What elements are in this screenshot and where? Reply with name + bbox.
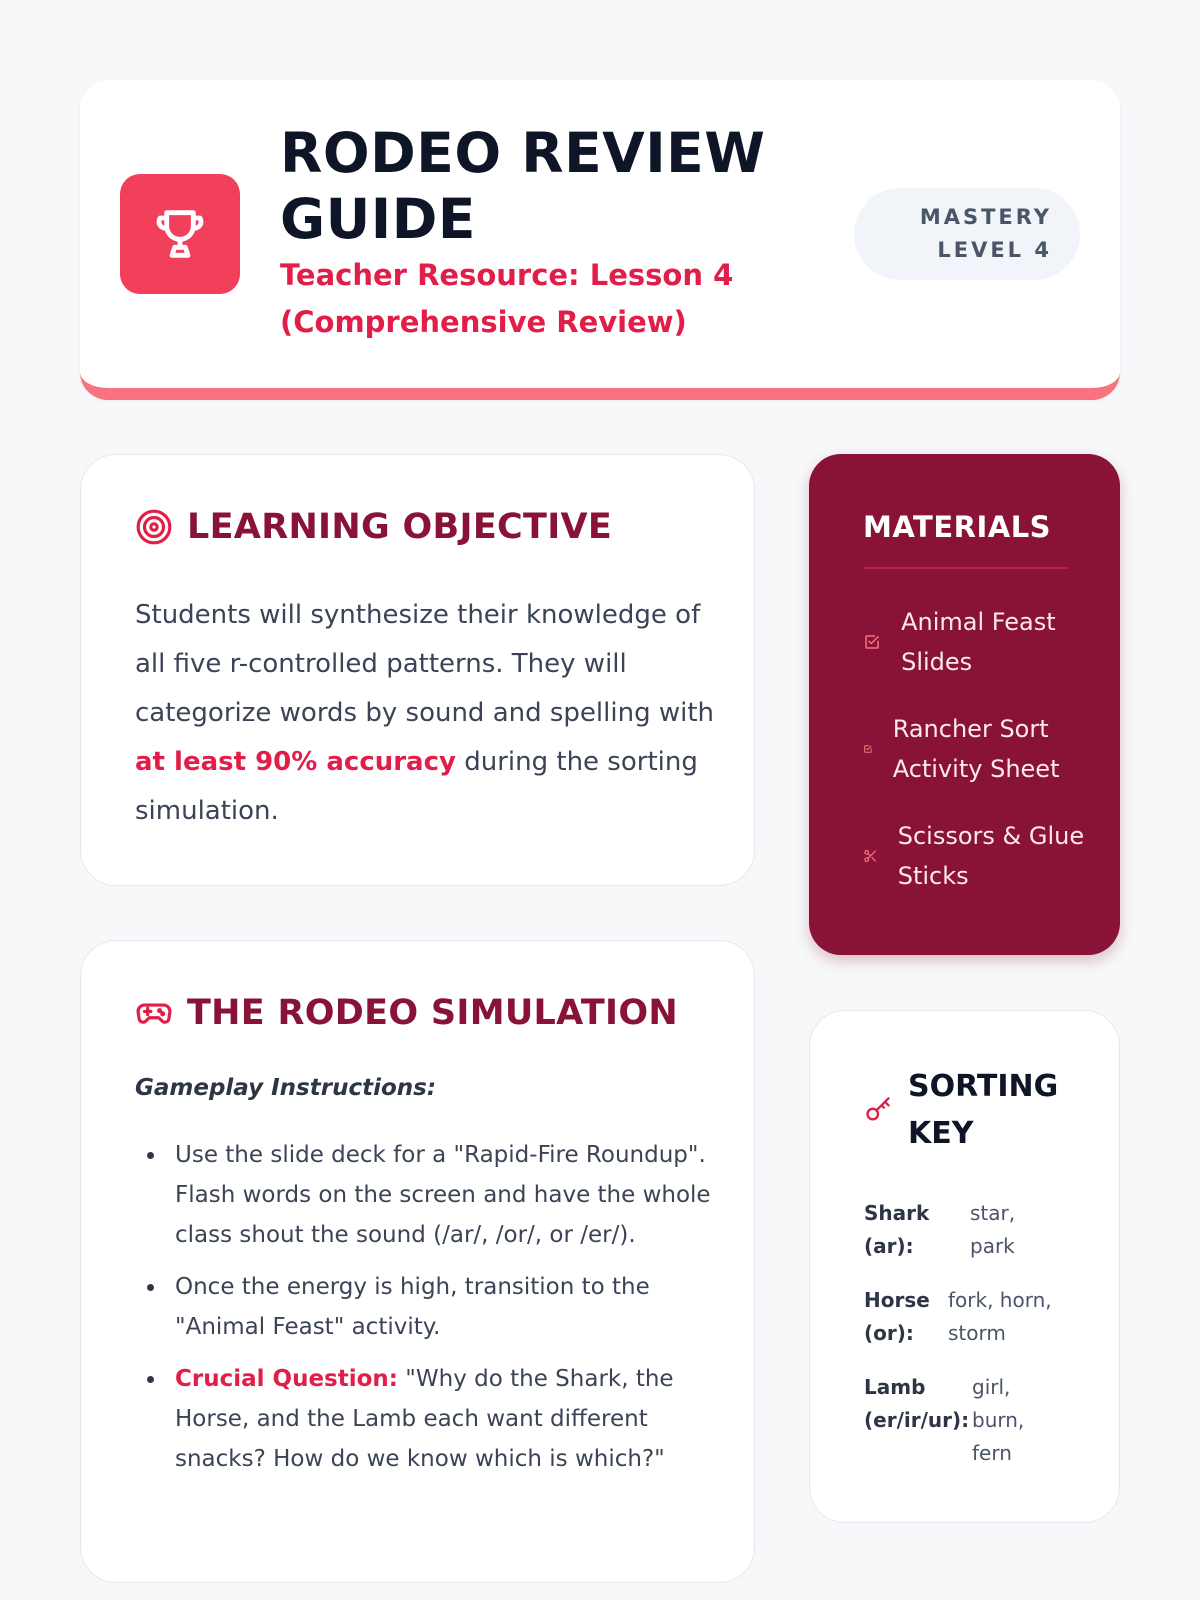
mastery-badge-label: MASTERY LEVEL 4 — [919, 205, 1052, 262]
gameplay-subheading: Gameplay Instructions: — [135, 1075, 437, 1101]
sorting-key-value: fork, horn, storm — [948, 1288, 1052, 1345]
page-subtitle: Teacher Resource: Lesson 4 (Comprehensive Review) — [280, 258, 734, 339]
scissors-icon — [863, 846, 878, 866]
sorting-key-label: Horse (or): — [864, 1288, 930, 1345]
objective-highlight: at least 90% accuracy — [135, 747, 456, 777]
objective-text-after: during the sorting simulation. — [135, 747, 698, 826]
objective-text — [135, 591, 715, 836]
key-icon — [864, 1096, 892, 1124]
rodeo-simulation-card — [80, 940, 755, 1583]
sorting-key-label: Shark (ar): — [864, 1201, 930, 1258]
bullet — [147, 1376, 154, 1383]
bullet — [147, 1152, 154, 1159]
list-item — [135, 1359, 715, 1479]
checkbox-icon — [863, 631, 881, 653]
sorting-key-row — [864, 1284, 1084, 1350]
sorting-key-label: Lamb (er/ir/ur): — [864, 1375, 970, 1432]
checkbox-icon — [863, 741, 873, 757]
objective-header — [135, 507, 612, 547]
instructions-list — [135, 1135, 715, 1491]
material-label: Animal Feast Slides — [901, 608, 1056, 676]
sorting-key-header — [864, 1063, 1068, 1157]
sorting-key-row — [864, 1197, 1084, 1263]
simulation-heading: THE RODEO SIMULATION — [187, 993, 678, 1033]
material-label: Rancher Sort Activity Sheet — [892, 715, 1060, 783]
materials-divider — [863, 567, 1067, 569]
list-item — [135, 1135, 715, 1255]
instruction-text: Use the slide deck for a "Rapid-Fire Roundup". Flash words on the screen and have the whole class shout the sound (/ar/, /or/, or /er/). — [175, 1142, 711, 1248]
material-item — [863, 602, 1093, 682]
sorting-key-row — [864, 1371, 1084, 1470]
objective-heading: LEARNING OBJECTIVE — [187, 507, 613, 547]
simulation-header — [135, 993, 678, 1033]
materials-heading: MATERIALS — [863, 510, 1052, 544]
gamepad-icon — [135, 994, 173, 1032]
bullet — [147, 1284, 154, 1291]
mastery-badge — [854, 188, 1080, 280]
sorting-key-card — [809, 1010, 1120, 1523]
trophy-icon — [148, 202, 212, 266]
target-icon — [135, 508, 173, 546]
crucial-text: "Why do the Shark, the Horse, and the Lamb each want different snacks? How do we know which is which?" — [175, 1366, 674, 1472]
sorting-key-value: star, park — [970, 1201, 1016, 1258]
objective-text-before: Students will synthesize their knowledge of all five r-controlled patterns. They will categorize words by sound and spelling with — [135, 600, 715, 728]
material-label: Scissors & Glue Sticks — [897, 822, 1085, 890]
materials-card — [809, 454, 1120, 955]
trophy-tile — [120, 174, 240, 294]
list-item — [135, 1267, 715, 1347]
page-title: RODEO REVIEW GUIDE — [280, 121, 766, 251]
material-item — [863, 709, 1093, 789]
learning-objective-card — [80, 454, 755, 886]
sorting-key-heading: SORTING KEY — [908, 1069, 1059, 1151]
material-item — [863, 816, 1093, 896]
instruction-text: Once the energy is high, transition to the "Animal Feast" activity. — [175, 1274, 650, 1340]
header-card — [80, 80, 1120, 400]
crucial-label: Crucial Question: — [175, 1366, 398, 1392]
sorting-key-value: girl, burn, fern — [972, 1375, 1025, 1465]
